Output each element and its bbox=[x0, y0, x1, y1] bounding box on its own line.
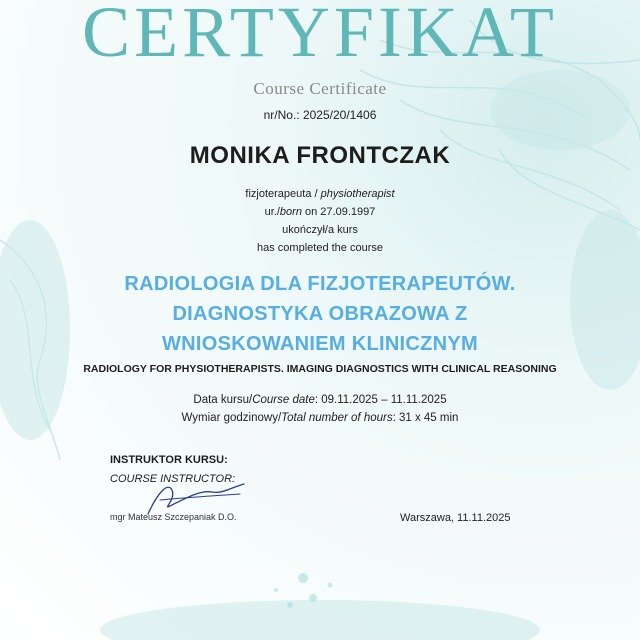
course-title-line-1: RADIOLOGIA DLA FIZJOTERAPEUTÓW. bbox=[124, 273, 516, 295]
course-title-line-3: WNIOSKOWANIEM KLINICZNYM bbox=[161, 333, 479, 355]
born-label-en: born bbox=[279, 206, 302, 218]
course-title-line-2: DIAGNOSTYKA OBRAZOWA Z bbox=[172, 303, 468, 325]
born-line bbox=[0, 206, 640, 218]
instructor-label-pl: INSTRUKTOR KURSU: bbox=[110, 454, 228, 466]
hours-line bbox=[0, 412, 640, 424]
completed-pl: ukończył/a kurs bbox=[282, 224, 358, 236]
hours-label-pl: Wymiar godzinowy/ bbox=[181, 412, 282, 424]
certificate-number: nr/No.: 2025/20/1406 bbox=[263, 108, 377, 122]
hours-value: : 31 x 45 min bbox=[392, 412, 459, 424]
recipient-name: MONIKA FRONTCZAK bbox=[189, 142, 451, 169]
date-label-pl: Data kursu/ bbox=[193, 394, 253, 406]
course-date-line bbox=[0, 394, 640, 406]
born-date: on 27.09.1997 bbox=[301, 206, 376, 218]
certificate-title: CERTYFIKAT bbox=[82, 0, 558, 72]
instructor-name: mgr Mateusz Szczepaniak D.O. bbox=[110, 512, 237, 522]
profession-pl: fizjoterapeuta / bbox=[245, 188, 321, 200]
hours-label-en: Total number of hours bbox=[281, 412, 393, 424]
profession-en: physiotherapist bbox=[320, 188, 395, 200]
place-and-date: Warszawa, 11.11.2025 bbox=[400, 512, 511, 524]
course-title-en: RADIOLOGY FOR PHYSIOTHERAPISTS. IMAGING DIAGNOSTICS WITH CLINICAL REASONING bbox=[83, 363, 557, 375]
completed-en: has completed the course bbox=[257, 242, 383, 254]
date-value: : 09.11.2025 – 11.11.2025 bbox=[314, 394, 447, 406]
certificate-subtitle: Course Certificate bbox=[253, 79, 387, 98]
profession-line bbox=[0, 188, 640, 200]
born-prefix: ur./ bbox=[264, 206, 280, 218]
instructor-label-en: COURSE INSTRUCTOR: bbox=[110, 473, 236, 485]
date-label-en: Course date bbox=[252, 394, 315, 406]
